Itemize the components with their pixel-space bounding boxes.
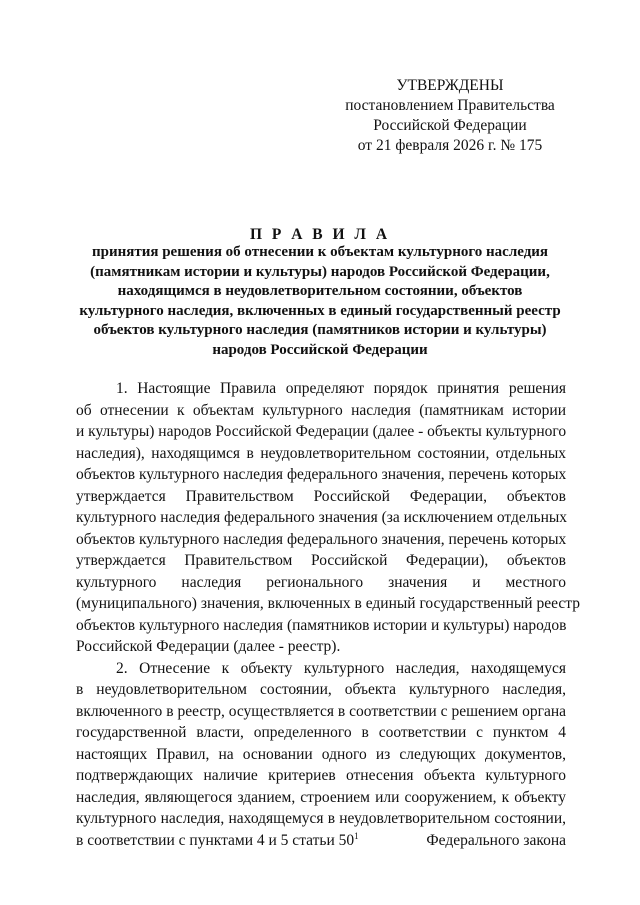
paragraph-1-line: утверждается Правительством Российской Федерации), объектов xyxy=(76,552,566,569)
paragraph-1-line: объектов культурного наследия (памятников истории и культуры) народов xyxy=(76,616,567,634)
paragraph-1-line: утверждается Правительством Российской Федерации, объектов xyxy=(76,487,566,505)
subtitle-line: (памятникам истории и культуры) народов Российской Федерации, xyxy=(90,263,550,280)
paragraph-2-line: наследия, являющегося зданием, строением или сооружением, к объекту xyxy=(76,788,566,806)
paragraph-2-line: культурного наследия, находящемуся в неудовлетворительном состоянии, xyxy=(76,810,566,827)
paragraph-2-line: 2. Отнесение к объекту культурного наследия, находящемуся xyxy=(116,659,566,677)
paragraph-2-line: государственной власти, определенного в соответствии с пунктом 4 xyxy=(76,724,566,741)
paragraph-1-line: культурного наследия федерального значения (за исключением отдельных xyxy=(76,509,568,526)
law-reference-text xyxy=(76,830,359,852)
approval-line: Российской Федерации xyxy=(373,117,527,134)
subtitle-line: народов Российской Федерации xyxy=(212,341,428,358)
subtitle-line: объектов культурного наследия (памятников истории и культуры) xyxy=(93,322,547,339)
paragraph-2-line: в неудовлетворительном состоянии, объекта культурного наследия, xyxy=(76,681,566,698)
paragraph-2-line: включенного в реестр, осуществляется в соответствии с решением органа xyxy=(76,702,566,720)
document-body xyxy=(76,378,580,851)
paragraph-1-line: об отнесении к объектам культурного наследия (памятникам истории xyxy=(76,401,566,419)
approval-line: постановлением Правительства xyxy=(345,97,555,114)
paragraph-2-line xyxy=(76,830,566,852)
law-reference-prefix: в соответствии с пунктами 4 и 5 статьи 50 xyxy=(76,831,355,849)
paragraph-1-line: объектов культурного наследия федерального значения, перечень которых xyxy=(76,530,567,548)
article-superscript: 1 xyxy=(354,830,359,841)
paragraph-1-line: и культуры) народов Российской Федерации (далее - объекты культурного xyxy=(76,423,567,440)
paragraph-1-line: (муниципального) значения, включенных в единый государственный реестр xyxy=(76,595,580,612)
subtitle-line: принятия решения об отнесении к объектам культурного наследия xyxy=(91,244,549,260)
law-reference-suffix: Федерального закона xyxy=(426,831,566,849)
document-title: П Р А В И Л А xyxy=(249,226,391,243)
paragraph-2-line: настоящих Правил, на основании одного из следующих документов, xyxy=(76,745,566,763)
approval-date-line: от 21 февраля 2026 г. № 175 xyxy=(357,137,543,154)
paragraph-1-last-line: Российской Федерации (далее - реестр). xyxy=(76,638,341,655)
approval-heading: УТВЕРЖДЕНЫ xyxy=(396,77,504,94)
subtitle-line: культурного наследия, включенных в единый государственный реестр xyxy=(79,302,561,319)
paragraph-2-line: подтверждающих наличие критериев отнесения объекта культурного xyxy=(76,767,566,784)
approval-stamp xyxy=(300,76,600,156)
paragraph-1-line: культурного наследия регионального значения и местного xyxy=(76,573,566,591)
paragraph-1-line: объектов культурного наследия федерального значения, перечень которых xyxy=(76,466,567,483)
subtitle-line: находящимся в неудовлетворительном состоянии, объектов xyxy=(117,283,523,300)
paragraph-1-line: наследия), находящимся в неудовлетворительном состоянии, отдельных xyxy=(76,444,566,462)
paragraph-1-line: 1. Настоящие Правила определяют порядок принятия решения xyxy=(116,380,566,397)
document-subtitle xyxy=(60,243,580,361)
